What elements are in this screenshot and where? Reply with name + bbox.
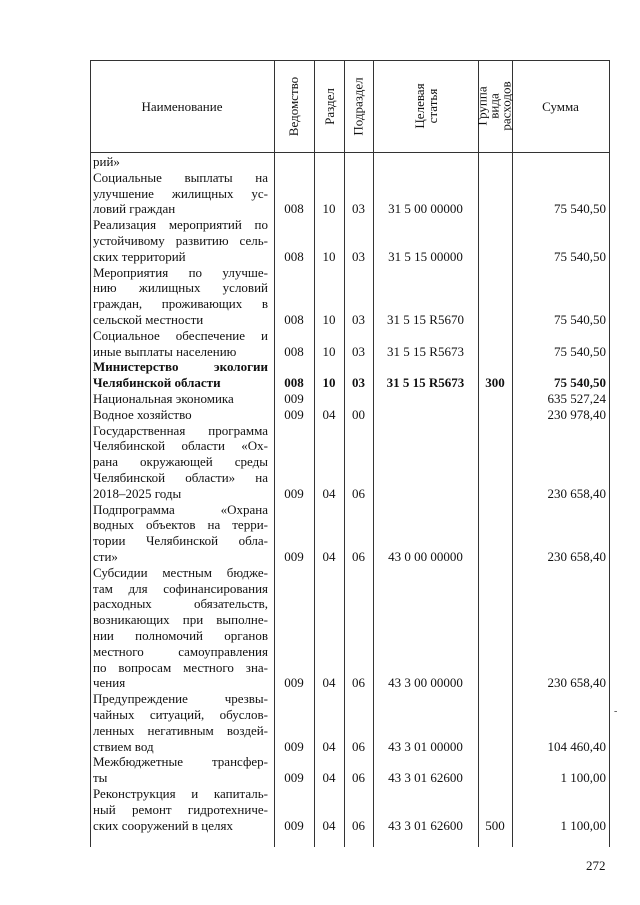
code-podrazdel: 03 (352, 201, 365, 217)
row-name-line: Предупреждение чрезвы- (93, 691, 268, 707)
row-name (93, 407, 268, 423)
row-name-line: сти» (93, 548, 118, 564)
row-name-line: чайных ситуаций, обуслов- (93, 706, 268, 722)
amount: 1 100,00 (560, 817, 606, 833)
code-ved: 008 (284, 311, 304, 327)
code-celevaya: 31 5 15 R5673 (387, 343, 464, 359)
table-row (90, 565, 610, 691)
table-row (90, 407, 610, 423)
amount: 230 658,40 (547, 675, 606, 691)
code-ved: 009 (284, 770, 304, 786)
code-razdel: 04 (322, 738, 336, 754)
row-name (93, 217, 268, 264)
amount: 75 540,50 (554, 201, 606, 217)
code-razdel: 04 (322, 817, 336, 833)
row-name-line: ствием вод (93, 738, 154, 754)
row-name-line: тории Челябинской обла- (93, 533, 268, 549)
table-row (90, 359, 610, 391)
code-ved: 009 (284, 485, 304, 501)
header-celevaya (373, 60, 478, 152)
row-name-line: рана окружающей среды (93, 454, 268, 470)
code-celevaya: 43 3 01 62600 (388, 817, 463, 833)
budget-table (90, 60, 610, 847)
row-name-line: ленных негативным воздей- (93, 722, 268, 738)
code-razdel: 04 (322, 770, 336, 786)
row-name-line: Социальное обеспечение и (93, 327, 268, 343)
table-row (90, 217, 610, 264)
code-podrazdel: 03 (352, 311, 365, 327)
code-ved: 009 (284, 675, 304, 691)
code-gruppa: 300 (485, 375, 505, 391)
header-summa (512, 60, 609, 152)
row-name-line: Челябинской области (93, 375, 221, 391)
code-razdel: 04 (322, 548, 336, 564)
table-row (90, 786, 610, 833)
amount: 75 540,50 (554, 248, 606, 264)
table-row (90, 265, 610, 328)
row-name-line: нию жилищных условий (93, 280, 268, 296)
row-name-line: ты (93, 770, 108, 786)
code-ved: 008 (284, 343, 304, 359)
row-name-line: расходных обязательств, (93, 596, 268, 612)
table-row (90, 423, 610, 502)
code-razdel: 10 (322, 248, 336, 264)
row-name-line: Государственная программа (93, 422, 268, 438)
row-name-line: ских сооружений в целях (93, 817, 234, 833)
header-podrazdel (344, 60, 373, 152)
margin-mark: - (614, 706, 618, 717)
code-celevaya: 43 3 00 00000 (388, 675, 463, 691)
code-razdel: 10 (322, 201, 336, 217)
header-gruppa (475, 60, 514, 152)
row-name (93, 786, 268, 833)
code-podrazdel: 03 (352, 343, 365, 359)
code-podrazdel: 03 (352, 375, 365, 391)
row-name (93, 154, 268, 170)
amount: 75 540,50 (554, 375, 606, 391)
row-name-line: там для софинансирования (93, 580, 268, 596)
row-name (93, 754, 268, 786)
row-name (93, 391, 268, 407)
row-name (93, 328, 268, 360)
row-name-line: граждан, проживающих в (93, 296, 268, 312)
row-name-line: возникающих при выполне- (93, 612, 268, 628)
page-number: 272 (586, 858, 606, 873)
row-name-line: устойчивому развитию сель- (93, 232, 268, 248)
code-celevaya: 31 5 15 R5670 (387, 311, 464, 327)
table-row (90, 502, 610, 565)
row-name-line: Подпрограмма «Охрана (93, 501, 268, 517)
header-podrazdel-label: Подраздел (351, 76, 367, 136)
row-name (93, 170, 268, 217)
code-podrazdel: 06 (352, 485, 365, 501)
row-name-line: Реконструкция и капиталь- (93, 786, 268, 801)
code-ved: 008 (284, 248, 304, 264)
row-name (93, 423, 268, 502)
row-name-line: Мероприятия по улучше- (93, 264, 268, 280)
code-razdel: 10 (322, 375, 336, 391)
row-name-line: местного самоуправления (93, 643, 268, 659)
amount: 230 658,40 (547, 485, 606, 501)
row-name-line: 2018–2025 годы (93, 485, 182, 501)
row-name-line: Челябинской области «Ох- (93, 438, 268, 454)
header-gruppa-label: Группа вида расходов (475, 81, 514, 131)
table-row (90, 154, 610, 170)
code-ved: 009 (284, 738, 304, 754)
row-name (93, 265, 268, 328)
code-ved: 008 (284, 375, 304, 391)
row-name-line: Челябинской области» на (93, 469, 268, 485)
row-name-line: ских территорий (93, 248, 186, 264)
code-celevaya: 31 5 00 00000 (388, 201, 463, 217)
row-name-line: Министерство экологии (93, 359, 268, 375)
amount: 1 100,00 (560, 770, 606, 786)
code-podrazdel: 06 (352, 675, 365, 691)
code-razdel: 10 (322, 311, 336, 327)
row-name (93, 691, 268, 754)
row-name (93, 565, 268, 691)
row-name-line: сельской местности (93, 311, 204, 327)
code-razdel: 04 (322, 485, 336, 501)
row-name-line: ный ремонт гидротехниче- (93, 801, 268, 817)
code-ved: 009 (284, 548, 304, 564)
row-name-line: нии полномочий органов (93, 627, 268, 643)
row-name-line: чения (93, 675, 126, 691)
header-summa-label: Сумма (542, 98, 579, 114)
header-ved (274, 60, 314, 152)
code-razdel: 04 (322, 675, 336, 691)
row-name-line: улучшение жилищных ус- (93, 185, 268, 201)
row-name-line: Национальная экономика (93, 391, 234, 406)
code-razdel: 04 (322, 406, 336, 422)
row-name-line: Социальные выплаты на (93, 169, 268, 185)
amount: 75 540,50 (554, 311, 606, 327)
code-podrazdel: 06 (352, 817, 365, 833)
code-podrazdel: 03 (352, 248, 365, 264)
code-ved: 009 (284, 391, 304, 406)
code-celevaya: 31 5 15 R5673 (386, 375, 465, 391)
header-ved-label: Ведомство (286, 76, 302, 136)
row-name-line: иные выплаты населению (93, 343, 237, 359)
code-podrazdel: 06 (352, 770, 365, 786)
header-name-label: Наименование (141, 98, 223, 114)
code-podrazdel: 06 (352, 548, 365, 564)
row-name-line: рий» (93, 154, 120, 169)
row-name-line: по вопросам местного зна- (93, 659, 268, 675)
code-celevaya: 43 3 01 00000 (388, 738, 463, 754)
table-row (90, 754, 610, 786)
table-row (90, 691, 610, 754)
row-name-line: ловий граждан (93, 201, 176, 217)
amount: 635 527,24 (547, 391, 606, 406)
code-razdel: 10 (322, 343, 336, 359)
code-gruppa: 500 (485, 817, 505, 833)
code-celevaya: 43 3 01 62600 (388, 770, 463, 786)
code-ved: 009 (284, 406, 304, 422)
amount: 230 978,40 (547, 406, 606, 422)
amount: 75 540,50 (554, 343, 606, 359)
row-name-line: Межбюджетные трансфер- (93, 754, 268, 770)
row-name-line: водных объектов на терри- (93, 517, 268, 533)
code-ved: 009 (284, 817, 304, 833)
table-row (90, 328, 610, 360)
code-podrazdel: 00 (352, 406, 365, 422)
table-row (90, 391, 610, 407)
header-name (90, 60, 274, 152)
header-razdel (314, 60, 344, 152)
amount: 230 658,40 (547, 548, 606, 564)
code-ved: 008 (284, 201, 304, 217)
header-celevaya-label: Целевая статья (411, 83, 440, 129)
code-celevaya: 43 0 00 00000 (388, 548, 463, 564)
row-name (93, 359, 268, 391)
row-name-line: Водное хозяйство (93, 406, 192, 422)
header-razdel-label: Раздел (321, 87, 337, 125)
table-row (90, 170, 610, 217)
row-name-line: Реализация мероприятий по (93, 217, 268, 233)
row-name-line: Субсидии местным бюдже- (93, 564, 268, 580)
row-name (93, 502, 268, 565)
code-podrazdel: 06 (352, 738, 365, 754)
amount: 104 460,40 (547, 738, 606, 754)
code-celevaya: 31 5 15 00000 (388, 248, 463, 264)
